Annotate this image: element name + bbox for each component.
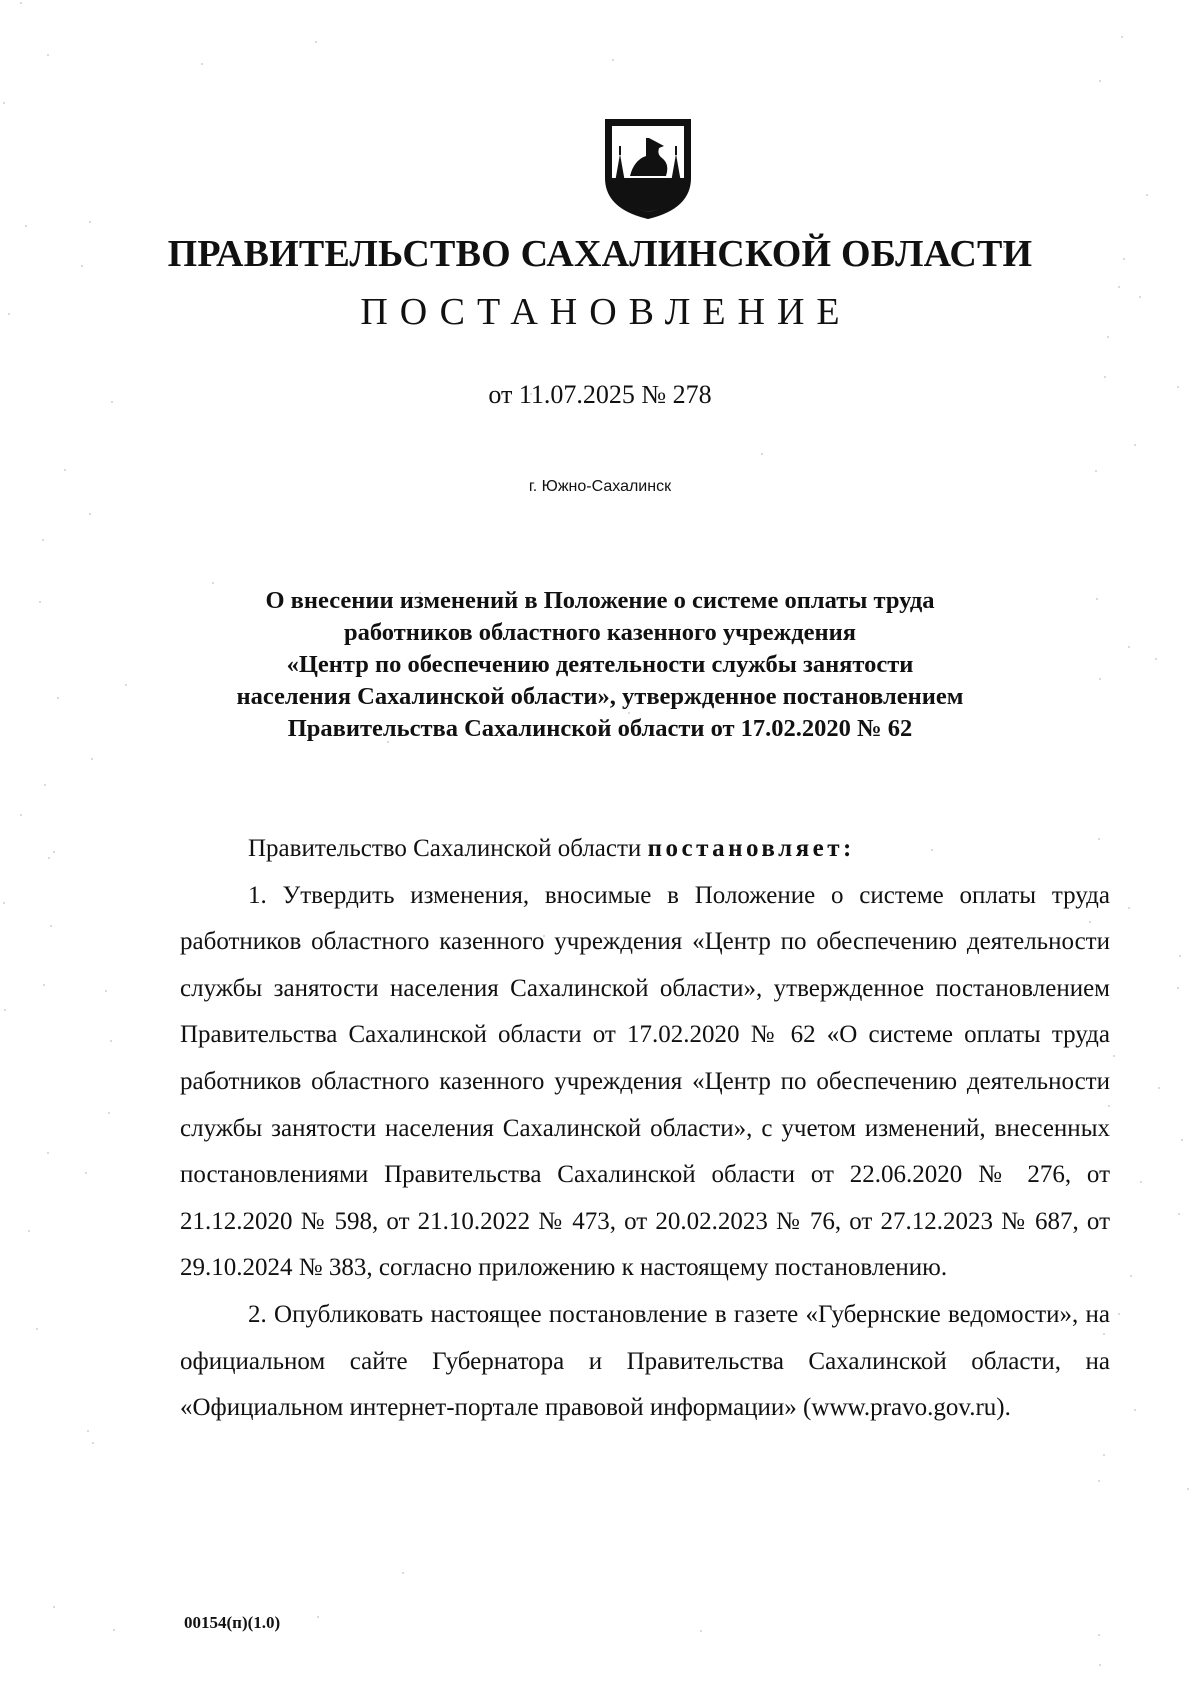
scan-speck xyxy=(36,1328,38,1330)
paragraph-2: 2. Опубликовать настоящее постановление в газете «Губернские ведомости», на официальном сайте Губернатора и Правительства Сахалинской области, на «Официальном интернет-портале правовой информации» (www.pravo.gov.ru). xyxy=(180,1300,1110,1422)
scan-speck xyxy=(64,469,66,471)
scan-speck xyxy=(57,697,59,699)
scan-speck xyxy=(85,1172,87,1174)
scan-speck xyxy=(44,784,46,786)
scan-speck xyxy=(1177,987,1179,989)
scan-speck xyxy=(47,1152,49,1154)
scan-speck xyxy=(1107,336,1109,338)
scan-speck xyxy=(1155,658,1157,660)
scan-speck xyxy=(47,54,49,56)
scan-speck xyxy=(402,1572,404,1574)
subject-line: Правительства Сахалинской области от 17.02.2020 № 62 xyxy=(287,715,913,742)
form-code: 00154(п)(1.0) xyxy=(184,1613,281,1632)
scan-speck xyxy=(125,684,127,686)
scan-speck xyxy=(1134,1409,1136,1411)
scan-speck xyxy=(1104,376,1106,378)
scan-speck xyxy=(1098,1634,1100,1636)
scan-speck xyxy=(50,925,52,927)
scan-speck xyxy=(1113,1055,1115,1057)
scan-speck xyxy=(1098,1480,1100,1482)
document-subject xyxy=(180,585,1020,745)
subject-line: работников областного казенного учреждения xyxy=(343,619,856,646)
scan-speck xyxy=(105,990,107,992)
scan-speck xyxy=(1128,646,1130,648)
government-title: ПРАВИТЕЛЬСТВО САХАЛИНСКОЙ ОБЛАСТИ xyxy=(167,233,1033,275)
scan-speck xyxy=(43,984,45,986)
scan-speck xyxy=(1128,907,1130,909)
decree-intro xyxy=(180,826,1110,873)
document-type: ПОСТАНОВЛЕНИЕ xyxy=(360,291,852,333)
scan-speck xyxy=(700,1630,702,1632)
scan-speck xyxy=(113,1629,115,1631)
paragraph-1: 1. Утвердить изменения, вносимые в Положение о системе оплаты труда работников областного казенного учреждения «Центр по обеспечению деятельности службы занятости населения Сахалинской области», утвержденное постановлением Правительства Сахалинской области от 17.02.2020 № 62 «О системе оплаты труда работников областного казенного учреждения «Центр по обеспечению деятельности службы занятости населения Сахалинской области», с учетом изменений, внесенных постановлениями Правительства Сахалинской области от 22.06.2020 № 276, от 21.12.2020 № 598, от 21.10.2022 № 473, от 20.02.2023 № 76, от 27.12.2023 № 687, от 29.10.2024 № 383, согласно приложению к настоящему постановлению. xyxy=(180,881,1110,1282)
scan-speck xyxy=(4,1009,6,1011)
scan-speck xyxy=(92,1442,94,1444)
decree-keyword: постановляет: xyxy=(647,835,855,862)
document-city: г. Южно-Сахалинск xyxy=(528,478,672,495)
intro-text: Правительство Сахалинской области xyxy=(248,835,648,862)
coat-of-arms-icon xyxy=(600,116,696,220)
scan-speck xyxy=(20,814,22,816)
scan-speck xyxy=(1103,1454,1105,1456)
scan-speck xyxy=(1158,1087,1160,1089)
scan-speck xyxy=(212,582,214,584)
scan-speck xyxy=(201,63,203,65)
scan-speck xyxy=(1140,1181,1142,1183)
scan-speck xyxy=(108,1112,110,1114)
scan-speck xyxy=(612,59,614,61)
scan-speck xyxy=(53,1606,55,1608)
scan-speck xyxy=(42,539,44,541)
scan-speck xyxy=(761,453,763,455)
scan-speck xyxy=(48,857,50,859)
scan-speck xyxy=(1130,1275,1132,1277)
scan-speck xyxy=(1095,470,1097,472)
scan-speck xyxy=(1181,1139,1183,1141)
scan-speck xyxy=(87,1430,89,1432)
scan-speck xyxy=(1121,36,1123,38)
scan-speck xyxy=(1134,444,1136,446)
scan-speck xyxy=(1178,1213,1180,1215)
scan-speck xyxy=(1118,286,1120,288)
subject-line: населения Сахалинской области», утвержденное постановлением xyxy=(236,683,964,710)
scan-speck xyxy=(110,1040,112,1042)
scan-speck xyxy=(317,1616,319,1618)
scan-speck xyxy=(1146,194,1148,196)
document-body xyxy=(180,826,1110,1432)
scan-speck xyxy=(1099,80,1101,82)
document-date-number: от 11.07.2025 № 278 xyxy=(488,380,712,409)
scan-speck xyxy=(20,2,22,4)
scan-speck xyxy=(89,221,91,223)
scan-speck xyxy=(315,41,317,43)
scan-speck xyxy=(3,102,5,104)
scan-speck xyxy=(1179,955,1181,957)
scan-speck xyxy=(1099,1664,1101,1666)
scan-speck xyxy=(1099,678,1101,680)
scan-speck xyxy=(25,225,27,227)
subject-line: «Центр по обеспечению деятельности службы занятости xyxy=(286,651,914,678)
scan-speck xyxy=(1187,1488,1189,1490)
scan-speck xyxy=(28,1230,30,1232)
scan-speck xyxy=(91,758,93,760)
scan-speck xyxy=(53,851,55,853)
subject-line: О внесении изменений в Положение о системе оплаты труда xyxy=(265,587,935,614)
scan-speck xyxy=(1118,1313,1120,1315)
scan-speck xyxy=(1096,598,1098,600)
scan-speck xyxy=(3,902,5,904)
scan-speck xyxy=(39,601,41,603)
scan-speck xyxy=(89,513,91,515)
